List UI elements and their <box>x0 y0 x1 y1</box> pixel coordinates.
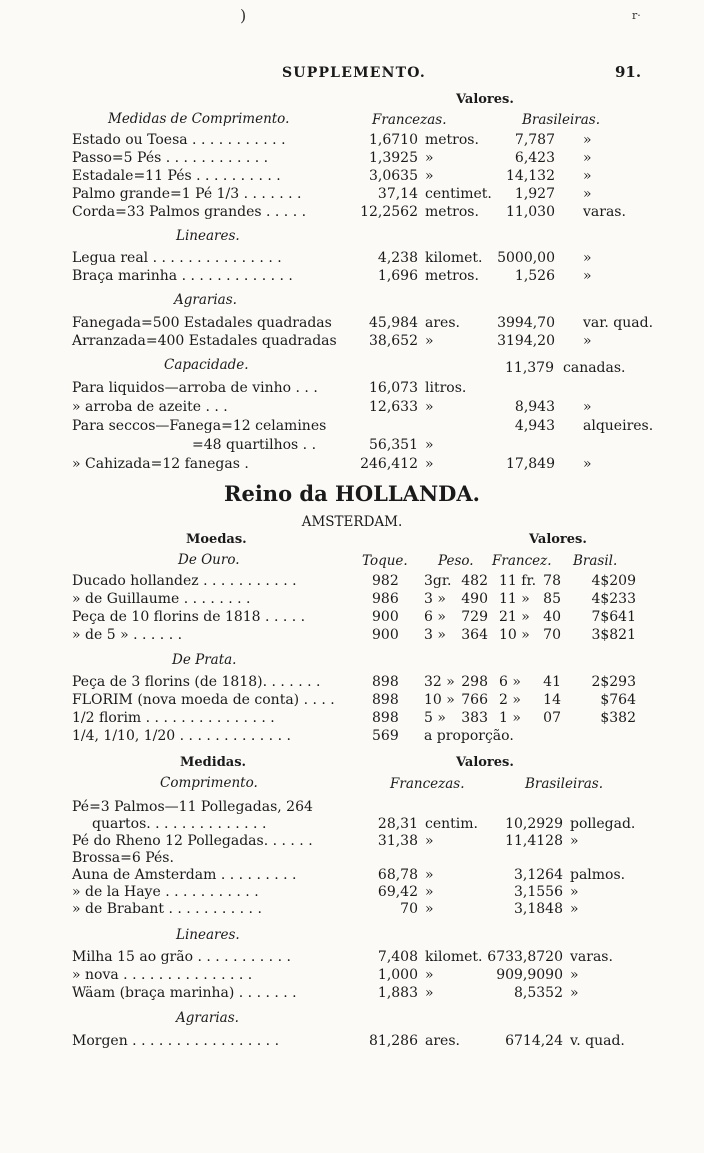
table-row <box>0 132 704 150</box>
brasileiras-value: 7,787 <box>514 132 555 148</box>
brasileiras-value: 11,030 <box>506 204 555 220</box>
brasileiras-value: 6714,24 <box>505 1033 563 1049</box>
row-label: Estadale=11 Pés . . . . . . . . . . <box>72 168 281 184</box>
brasileiras-unit: » <box>583 168 592 184</box>
row-label: » nova . . . . . . . . . . . . . . . <box>72 967 253 983</box>
table-row <box>0 186 704 204</box>
row-label: Palmo grande=1 Pé 1/3 . . . . . . . <box>72 186 302 202</box>
row-label: Estado ou Toesa . . . . . . . . . . . <box>72 132 286 148</box>
francez-unit: 21 » <box>499 609 530 625</box>
peso-unit: 3 » <box>424 591 446 607</box>
corner-mark-left: ) <box>240 6 247 25</box>
brasil-value: 4$233 <box>591 591 636 607</box>
brasileiras-unit: » <box>583 132 592 148</box>
francezas-value: 45,984 <box>369 315 418 331</box>
brasileiras-unit: palmos. <box>570 867 626 883</box>
valores-label-1: Valores. <box>456 92 514 107</box>
col-toque: Toque. <box>362 553 408 569</box>
brasil-value: 7$641 <box>591 609 636 625</box>
coin-label: Ducado hollandez . . . . . . . . . . . <box>72 573 297 589</box>
brasileiras-value: 1,526 <box>514 268 555 284</box>
peso-unit: a proporção. <box>424 728 514 744</box>
table-row <box>0 692 704 710</box>
table-row <box>0 867 704 885</box>
francezas-value: 16,073 <box>369 380 418 396</box>
toque-value: 898 <box>372 674 399 690</box>
row-label: Arranzada=400 Estadales quadradas <box>72 333 337 349</box>
francezas-value: 70 <box>400 901 418 917</box>
francezas-unit: » <box>425 399 434 415</box>
brasil-value: $764 <box>600 692 636 708</box>
brasileiras-value: 3194,20 <box>497 333 555 349</box>
table-row <box>0 250 704 268</box>
table-row <box>0 901 704 919</box>
col-peso: Peso. <box>438 553 474 569</box>
francezas-value: 4,238 <box>377 250 418 266</box>
table-row <box>0 456 704 474</box>
brasileiras-unit: » <box>570 985 579 1001</box>
francezas-unit: » <box>425 985 434 1001</box>
francezas-unit: » <box>425 150 434 166</box>
valores-label-2: Valores. <box>529 532 587 547</box>
brasileiras-unit: » <box>583 268 592 284</box>
toque-value: 900 <box>372 627 399 643</box>
section-title-hollanda: Reino da HOLLANDA. <box>224 481 480 506</box>
medidas-label: Medidas. <box>180 755 247 770</box>
peso-value: 482 <box>461 573 488 589</box>
francezas-unit: » <box>425 437 434 453</box>
table-row <box>0 315 704 333</box>
table-row <box>0 850 704 868</box>
page-number: 91. <box>615 63 642 81</box>
francezas-unit: litros. <box>425 380 467 396</box>
peso-value: 766 <box>461 692 488 708</box>
brasileiras-value: 17,849 <box>506 456 555 472</box>
toque-value: 569 <box>372 728 399 744</box>
table-row <box>0 418 704 436</box>
francezas-unit: metros. <box>425 204 479 220</box>
coin-label: Peça de 10 florins de 1818 . . . . . <box>72 609 306 625</box>
francezas-value: 1,3925 <box>369 150 418 166</box>
brasil-value: 2$293 <box>591 674 636 690</box>
table-row <box>0 333 704 351</box>
peso-value: 383 <box>461 710 488 726</box>
coin-label: » de 5 » . . . . . . <box>72 627 183 643</box>
brasileiras-value: 8,943 <box>514 399 555 415</box>
francezas-unit: » <box>425 901 434 917</box>
peso-unit: 3 » <box>424 627 446 643</box>
francezas-value: 12,2562 <box>360 204 418 220</box>
francezas-value: 31,38 <box>377 833 418 849</box>
valores-label-3: Valores. <box>456 755 514 770</box>
table-row <box>0 967 704 985</box>
francezas-value: 3,0635 <box>369 168 418 184</box>
row-label: Passo=5 Pés . . . . . . . . . . . . <box>72 150 269 166</box>
row-label: Pé=3 Palmos—11 Pollegadas, 264 <box>72 799 313 815</box>
brasileiras-value: 14,132 <box>506 168 555 184</box>
brasileiras-value: 3,1264 <box>514 867 563 883</box>
francezas-unit: metros. <box>425 132 479 148</box>
col-brasileiras-2: Brasileiras. <box>525 776 604 792</box>
francez-value: 85 <box>543 591 561 607</box>
table-row <box>0 816 704 834</box>
table-row <box>0 380 704 398</box>
francezas-unit: centim. <box>425 816 478 832</box>
brasileiras-unit: v. quad. <box>570 1033 625 1049</box>
row-label: » de Brabant . . . . . . . . . . . <box>72 901 262 917</box>
francez-value: 40 <box>543 609 561 625</box>
francezas-unit: metros. <box>425 268 479 284</box>
coin-label: Peça de 3 florins (de 1818). . . . . . . <box>72 674 321 690</box>
table-row <box>0 884 704 902</box>
brasileiras-value: 3994,70 <box>497 315 555 331</box>
brasileiras-value: 8,5352 <box>514 985 563 1001</box>
brasileiras-unit: » <box>570 901 579 917</box>
row-label: Legua real . . . . . . . . . . . . . . . <box>72 250 282 266</box>
francez-value: 78 <box>543 573 561 589</box>
peso-value: 729 <box>461 609 488 625</box>
francezas-unit: » <box>425 884 434 900</box>
francezas-unit: kilomet. <box>425 250 483 266</box>
francez-unit: 6 » <box>499 674 521 690</box>
brasileiras-unit: pollegad. <box>570 816 636 832</box>
peso-unit: 5 » <box>424 710 446 726</box>
row-label: Milha 15 ao grão . . . . . . . . . . . <box>72 949 291 965</box>
table-row <box>0 728 704 746</box>
row-label: Morgen . . . . . . . . . . . . . . . . . <box>72 1033 280 1049</box>
col-francezas-1: Francezas. <box>372 112 447 128</box>
peso-unit: 6 » <box>424 609 446 625</box>
row-label: Para seccos—Fanega=12 celamines <box>72 418 327 434</box>
francezas-value: 81,286 <box>369 1033 418 1049</box>
col-francezas-2: Francezas. <box>390 776 465 792</box>
francez-value: 41 <box>543 674 561 690</box>
row-label: Wäam (braça marinha) . . . . . . . <box>72 985 297 1001</box>
brasileiras-value: 5000,00 <box>497 250 555 266</box>
peso-value: 298 <box>461 674 488 690</box>
capacidade-canadas-value: 11,379 <box>505 360 554 376</box>
brasileiras-value: 3,1556 <box>514 884 563 900</box>
peso-unit: 10 » <box>424 692 455 708</box>
capacidade-canadas-unit: canadas. <box>563 360 626 376</box>
francezas-value: 12,633 <box>369 399 418 415</box>
brasileiras-unit: » <box>570 833 579 849</box>
de-ouro-heading: De Ouro. <box>178 552 240 568</box>
brasileiras-value: 10,2929 <box>505 816 563 832</box>
francez-value: 14 <box>543 692 561 708</box>
row-label: » arroba de azeite . . . <box>72 399 228 415</box>
francez-unit: 10 » <box>499 627 530 643</box>
table-row <box>0 674 704 692</box>
peso-value: 490 <box>461 591 488 607</box>
toque-value: 982 <box>372 573 399 589</box>
coin-label: » de Guillaume . . . . . . . . <box>72 591 251 607</box>
row-label: Braça marinha . . . . . . . . . . . . . <box>72 268 293 284</box>
agrarias-heading-2: Agrarias. <box>176 1010 239 1026</box>
table-row <box>0 627 704 645</box>
toque-value: 898 <box>372 710 399 726</box>
col-francez: Francez. <box>492 553 552 569</box>
francezas-value: 246,412 <box>360 456 418 472</box>
peso-value: 364 <box>461 627 488 643</box>
francezas-unit: ares. <box>425 1033 460 1049</box>
brasileiras-unit: » <box>583 333 592 349</box>
brasileiras-value: 11,4128 <box>505 833 563 849</box>
francez-unit: 2 » <box>499 692 521 708</box>
toque-value: 986 <box>372 591 399 607</box>
francezas-value: 1,696 <box>377 268 418 284</box>
francezas-unit: kilomet. <box>425 949 483 965</box>
francezas-unit: » <box>425 456 434 472</box>
running-header: SUPPLEMENTO. <box>282 65 426 81</box>
col-brasileiras-1: Brasileiras. <box>522 112 601 128</box>
moedas-label: Moedas. <box>186 532 247 547</box>
francezas-unit: » <box>425 333 434 349</box>
francezas-value: 1,883 <box>377 985 418 1001</box>
lineares-heading-2: Lineares. <box>176 927 240 943</box>
francez-value: 70 <box>543 627 561 643</box>
francezas-unit: centimet. <box>425 186 492 202</box>
brasileiras-unit: » <box>583 150 592 166</box>
row-label: =48 quartilhos . . <box>192 437 317 453</box>
francez-unit: 11 » <box>499 591 530 607</box>
peso-unit: 3gr. <box>424 573 452 589</box>
city-amsterdam: AMSTERDAM. <box>301 514 403 530</box>
brasileiras-value: 6733,8720 <box>487 949 563 965</box>
table-row <box>0 985 704 1003</box>
table-row <box>0 150 704 168</box>
francez-unit: 11 fr. <box>499 573 537 589</box>
francezas-value: 37,14 <box>377 186 418 202</box>
table-row <box>0 168 704 186</box>
row-label: Auna de Amsterdam . . . . . . . . . <box>72 867 297 883</box>
brasileiras-unit: » <box>583 456 592 472</box>
brasileiras-unit: » <box>583 250 592 266</box>
table-row <box>0 710 704 728</box>
francezas-value: 56,351 <box>369 437 418 453</box>
brasileiras-unit: » <box>583 399 592 415</box>
brasileiras-unit: varas. <box>570 949 613 965</box>
toque-value: 898 <box>372 692 399 708</box>
francezas-value: 1,6710 <box>369 132 418 148</box>
brasil-value: 3$821 <box>591 627 636 643</box>
brasileiras-unit: var. quad. <box>583 315 654 331</box>
lineares-heading-1: Lineares. <box>176 228 240 244</box>
medidas-comprimento-heading: Medidas de Comprimento. <box>108 111 290 127</box>
francezas-value: 7,408 <box>377 949 418 965</box>
table-row <box>0 609 704 627</box>
coin-label: 1/4, 1/10, 1/20 . . . . . . . . . . . . . <box>72 728 291 744</box>
row-label: Fanegada=500 Estadales quadradas <box>72 315 332 331</box>
brasileiras-unit: » <box>583 186 592 202</box>
coin-label: FLORIM (nova moeda de conta) . . . . <box>72 692 335 708</box>
row-label: Corda=33 Palmos grandes . . . . . <box>72 204 307 220</box>
brasileiras-value: 1,927 <box>514 186 555 202</box>
brasileiras-value: 909,9090 <box>496 967 563 983</box>
francez-value: 07 <box>543 710 561 726</box>
francezas-value: 1,000 <box>377 967 418 983</box>
table-row <box>0 799 704 817</box>
table-row <box>0 573 704 591</box>
row-label: » Cahizada=12 fanegas . <box>72 456 249 472</box>
col-brasil: Brasil. <box>573 553 618 569</box>
brasil-value: 4$209 <box>591 573 636 589</box>
table-row <box>0 833 704 851</box>
brasileiras-value: 4,943 <box>514 418 555 434</box>
toque-value: 900 <box>372 609 399 625</box>
brasileiras-value: 6,423 <box>514 150 555 166</box>
corner-mark-right: r· <box>632 9 641 22</box>
francezas-unit: » <box>425 967 434 983</box>
brasileiras-unit: alqueires. <box>583 418 654 434</box>
francezas-value: 68,78 <box>377 867 418 883</box>
francezas-value: 38,652 <box>369 333 418 349</box>
row-label: » de la Haye . . . . . . . . . . . <box>72 884 259 900</box>
capacidade-heading: Capacidade. <box>164 357 249 373</box>
row-label: Pé do Rheno 12 Pollegadas. . . . . . <box>72 833 313 849</box>
table-row <box>0 949 704 967</box>
peso-unit: 32 » <box>424 674 455 690</box>
table-row <box>0 204 704 222</box>
brasileiras-unit: » <box>570 884 579 900</box>
table-row <box>0 437 704 455</box>
brasileiras-unit: varas. <box>583 204 626 220</box>
brasileiras-unit: » <box>570 967 579 983</box>
brasileiras-value: 3,1848 <box>514 901 563 917</box>
francezas-value: 28,31 <box>377 816 418 832</box>
francez-unit: 1 » <box>499 710 521 726</box>
brasil-value: $382 <box>600 710 636 726</box>
table-row <box>0 1033 704 1051</box>
francezas-unit: » <box>425 833 434 849</box>
table-row <box>0 591 704 609</box>
row-label: Brossa=6 Pés. <box>72 850 174 866</box>
francezas-value: 69,42 <box>377 884 418 900</box>
francezas-unit: ares. <box>425 315 460 331</box>
comprimento-heading-2: Comprimento. <box>160 775 258 791</box>
table-row <box>0 268 704 286</box>
row-label: Para liquidos—arroba de vinho . . . <box>72 380 318 396</box>
francezas-unit: » <box>425 168 434 184</box>
de-prata-heading: De Prata. <box>172 652 237 668</box>
agrarias-heading-1: Agrarias. <box>174 292 237 308</box>
row-label: quartos. . . . . . . . . . . . . . <box>92 816 267 832</box>
table-row <box>0 399 704 417</box>
francezas-unit: » <box>425 867 434 883</box>
coin-label: 1/2 florim . . . . . . . . . . . . . . . <box>72 710 275 726</box>
